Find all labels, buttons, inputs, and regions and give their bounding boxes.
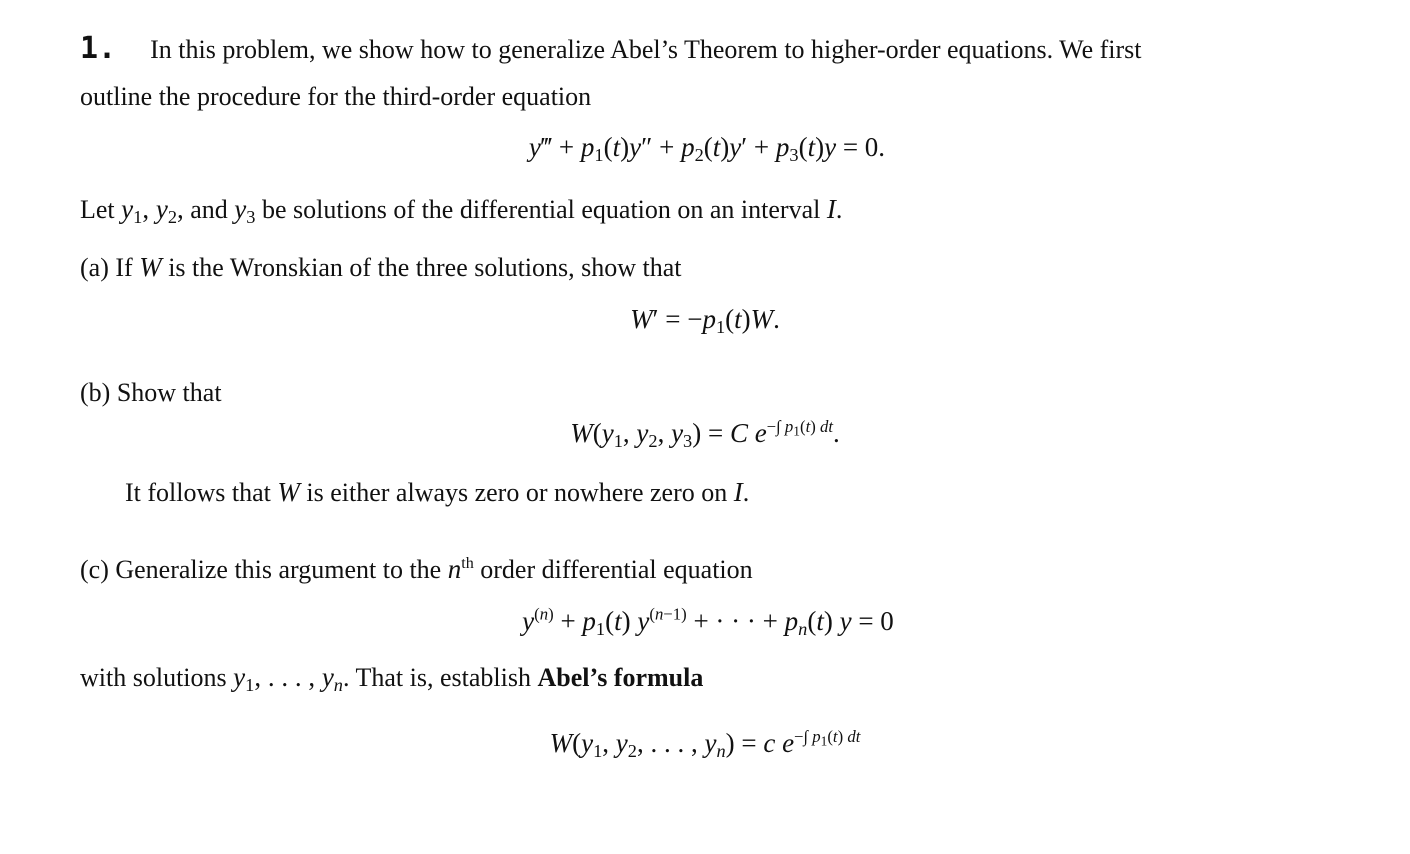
part-a-line: (a) If W is the Wronskian of the three solutions, show that: [80, 252, 682, 282]
let-line: Let $y_1$, $y_2$, and $y_3$ be solutions of the differential equation on an interval I.: [80, 194, 843, 228]
part-a-equation: $W' = -p_1(t)W$.: [630, 304, 780, 338]
problem-intro-line2: [80, 84, 591, 110]
intro-text-2: outline the procedure for the third-order equation: [80, 82, 592, 111]
abels-formula-equation: $W(y_1$, $y_2$, . . . , $y_n) = c$ $e^{-\int p_1(t) dt}$: [549, 726, 861, 762]
problem-intro-line1: [80, 31, 1142, 66]
part-c-line: (c) Generalize this argument to the $n^{th}$ order differential equation: [80, 554, 753, 584]
abels-formula-bold: Abel’s formula: [537, 663, 704, 692]
equation-third-order: [0, 132, 1410, 166]
part-b-equation: $W(y_1$, $y_2$, $y_3) = C$ $e^{-\int p_1(t) dt}$.: [570, 416, 840, 452]
part-c-with: with solutions $y_1$, . . . , $y_n$. That is, establish Abel’s formula: [80, 662, 704, 696]
part-b-follow: It follows that W is either always zero or nowhere zero on I.: [125, 477, 750, 507]
part-b-line: (b) Show that: [80, 378, 222, 407]
intro-text-1: In this problem, we show how to generalize Abel’s Theorem to higher-order equations. We first: [150, 35, 1142, 64]
problem-number: 1.: [80, 31, 117, 66]
let-vars: $y_1$, $y_2$,: [121, 194, 184, 228]
eq-third-order-text: y‴ + $p_1(t)y'' + p_2(t)y' + p_3(t)y = 0$.: [528, 132, 886, 166]
part-c-equation: $y^{(n)} + p_1(t) y^{(n-1)}$ + · · · + $p_n(t) y = 0$: [522, 604, 894, 640]
